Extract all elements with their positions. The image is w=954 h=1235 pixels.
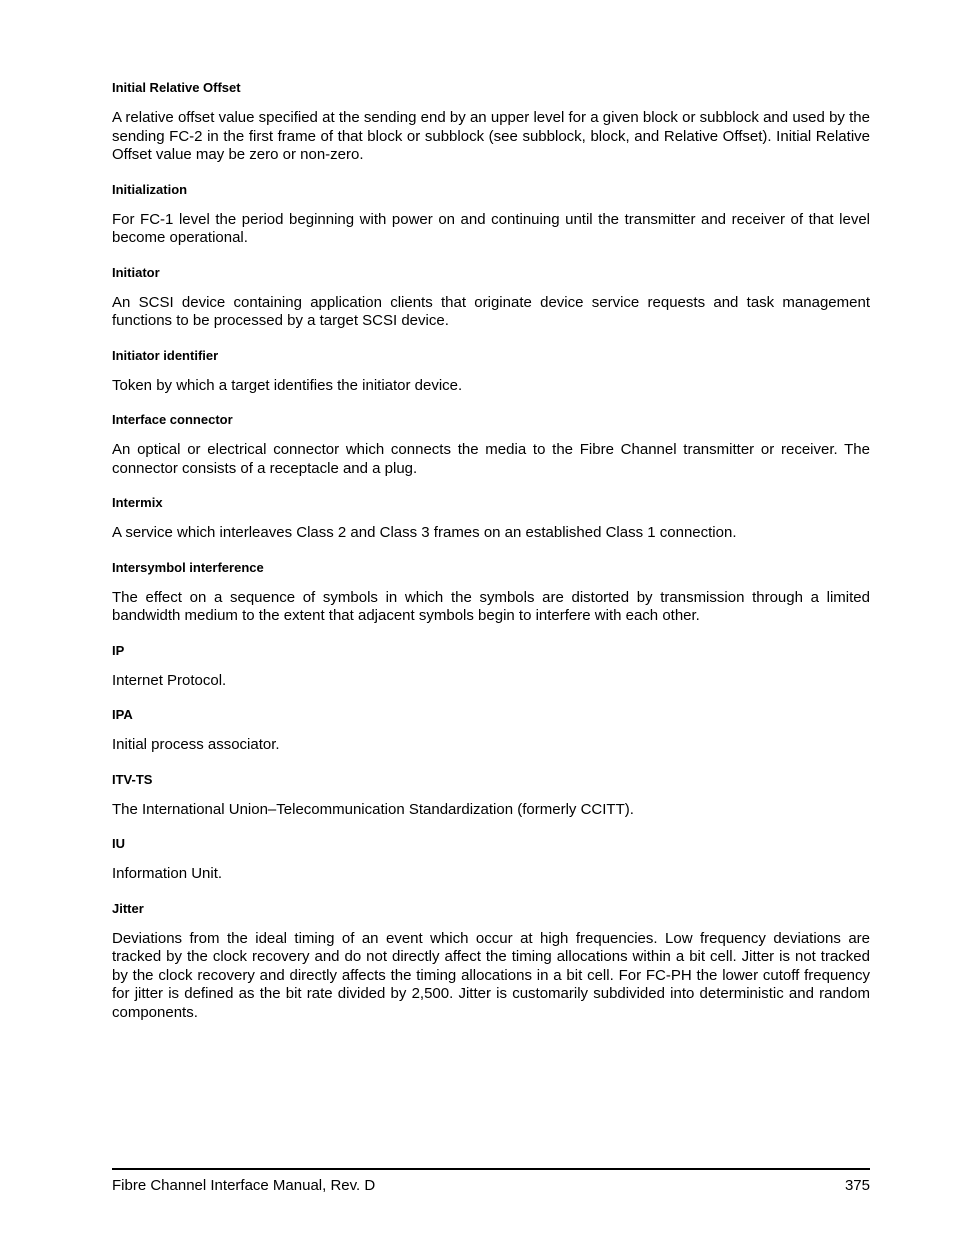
glossary-definition: Deviations from the ideal timing of an event which occur at high frequencies. Low frequency deviations are tracked by the clock recovery and do not directly affect the timing allocations within a bit cell. Jitter is not tracked by the clock recovery and directly affects the timing allocations in a bit cell. For FC-PH the lower cutoff frequency for jitter is defined as the bit rate divided by 2,500. Jitter is customarily subdivided into deterministic and random components. [112, 929, 870, 1021]
glossary-entry-initiator [112, 264, 870, 331]
glossary-entry-initial-relative-offset [112, 79, 870, 165]
glossary-term: Initial Relative Offset [112, 80, 241, 95]
glossary-entry-initiator-identifier [112, 347, 870, 396]
glossary-definition: A service which interleaves Class 2 and Class 3 frames on an established Class 1 connection. [112, 524, 737, 541]
glossary-entry-intermix [112, 494, 870, 543]
glossary-term: IPA [112, 707, 133, 722]
glossary-definition: Information Unit. [112, 865, 223, 882]
glossary-entry-intersymbol-interference [112, 559, 870, 626]
glossary-content [112, 79, 870, 1038]
glossary-definition: A relative offset value specified at the sending end by an upper level for a given block or subblock and used by the sending FC-2 in the first frame of that block or subblock (see subblock, block, and Relative Offset). Initial Relative Offset value may be zero or non-zero. [112, 109, 870, 163]
glossary-definition: Internet Protocol. [112, 671, 227, 689]
footer-manual-title: Fibre Channel Interface Manual, Rev. D [112, 1177, 376, 1194]
glossary-term: Intermix [112, 495, 163, 510]
glossary-term: Initialization [112, 181, 188, 197]
glossary-definition: An SCSI device containing application clients that originate device service requests and task management functions to be processed by a target SCSI device. [112, 293, 870, 329]
glossary-definition: An optical or electrical connector which connects the media to the Fibre Channel transmitter or receiver. The connector consists of a receptacle and a plug. [112, 441, 870, 477]
glossary-term: IP [112, 642, 125, 658]
glossary-term: Initiator [112, 264, 160, 280]
glossary-entry-iu [112, 835, 870, 884]
glossary-entry-ipa [112, 706, 870, 755]
glossary-entry-interface-connector [112, 411, 870, 478]
glossary-term: IU [112, 836, 125, 851]
glossary-term: ITV-TS [112, 771, 153, 787]
glossary-definition: Token by which a target identifies the initiator device. [112, 376, 463, 394]
glossary-definition: For FC-1 level the period beginning with power on and continuing until the transmitter and receiver of that level become operational. [112, 210, 870, 246]
glossary-term: Initiator identifier [112, 347, 219, 363]
glossary-entry-ip [112, 642, 870, 691]
glossary-definition: Initial process associator. [112, 736, 280, 753]
glossary-entry-jitter [112, 900, 870, 1023]
page-footer [112, 1168, 870, 1195]
glossary-entry-initialization [112, 181, 870, 248]
glossary-term: Jitter [112, 900, 144, 916]
glossary-definition: The effect on a sequence of symbols in which the symbols are distorted by transmission through a limited bandwidth medium to the extent that adjacent symbols begin to interfere with each other. [112, 588, 870, 624]
glossary-entry-itv-ts [112, 771, 870, 820]
glossary-term: Intersymbol interference [112, 559, 264, 575]
footer-page-number: 375 [844, 1177, 870, 1194]
glossary-definition: The International Union–Telecommunication Standardization (formerly CCITT). [112, 800, 634, 818]
glossary-term: Interface connector [112, 412, 233, 427]
